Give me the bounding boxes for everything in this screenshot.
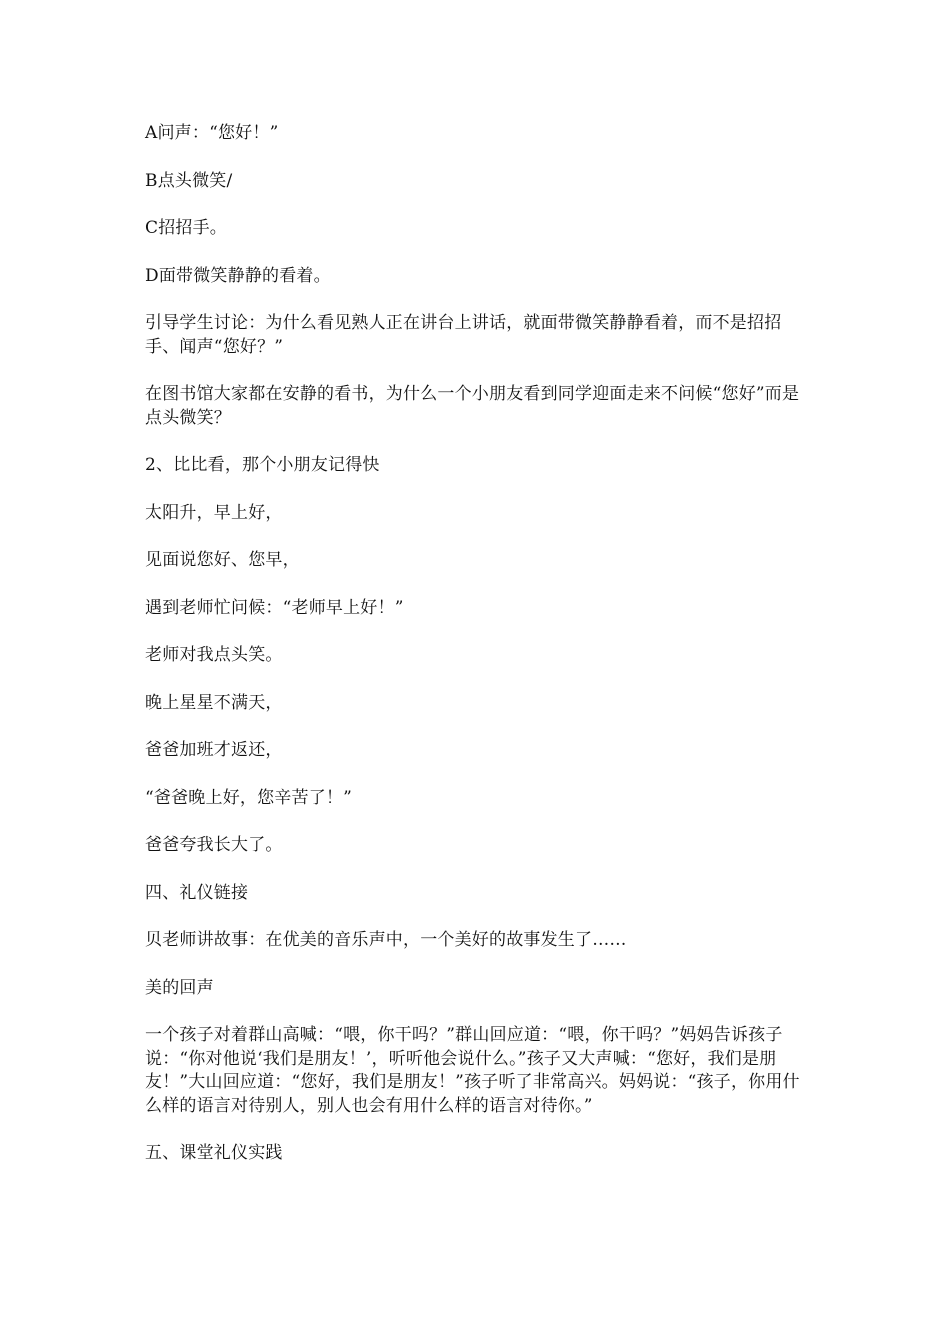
section-heading-5: 五、课堂礼仪实践	[145, 1143, 283, 1163]
rhyme-line-4: 老师对我点头笑。	[145, 645, 283, 665]
rhyme-line-2: 见面说您好、您早，	[145, 550, 300, 570]
rhyme-line-1: 太阳升，早上好，	[145, 502, 283, 523]
rhyme-line-8: 爸爸夸我长大了。	[145, 835, 283, 855]
option-c: C招招手。	[145, 218, 228, 238]
discussion-question-2: 在图书馆大家都在安静的看书，为什么一个小朋友看到同学迎面走来不问候“您好”而是点头微笑？	[145, 384, 800, 428]
rhyme-line-3: 遇到老师忙问候：“老师早上好！”	[145, 597, 404, 618]
rhyme-line-6: 爸爸加班才返还，	[145, 740, 283, 760]
option-a: A问声：“您好！”	[145, 123, 279, 143]
option-b: B点头微笑/	[145, 170, 233, 191]
rhyme-line-5: 晚上星星不满天，	[145, 692, 283, 713]
section-heading-4: 四、礼仪链接	[145, 882, 249, 903]
option-d: D面带微笑静静的看着。	[145, 265, 331, 286]
section-heading-2: 2、比比看，那个小朋友记得快	[145, 455, 380, 475]
rhyme-line-7: “爸爸晚上好，您辛苦了！”	[145, 787, 352, 808]
document-page	[145, 122, 810, 1190]
discussion-question-1: 引导学生讨论：为什么看见熟人正在讲台上讲话，就面带微笑静静看着，而不是招招手、闻声“您好？”	[145, 313, 782, 357]
story-body: 一个孩子对着群山高喊：“喂，你干吗？”群山回应道：“喂，你干吗？”妈妈告诉孩子说：“你对他说‘我们是朋友！’，听听他会说什么。”孩子又大声喊：“您好，我们是朋友！”大山回应道：“您好，我们是朋友！”孩子听了非常高兴。妈妈说：“孩子，你用什么样的语言对待别人，别人也会有用什么样的语言对待你。”	[145, 1025, 800, 1116]
story-intro: 贝老师讲故事：在优美的音乐声中，一个美好的故事发生了……	[145, 930, 627, 950]
story-title: 美的回声	[145, 977, 214, 998]
